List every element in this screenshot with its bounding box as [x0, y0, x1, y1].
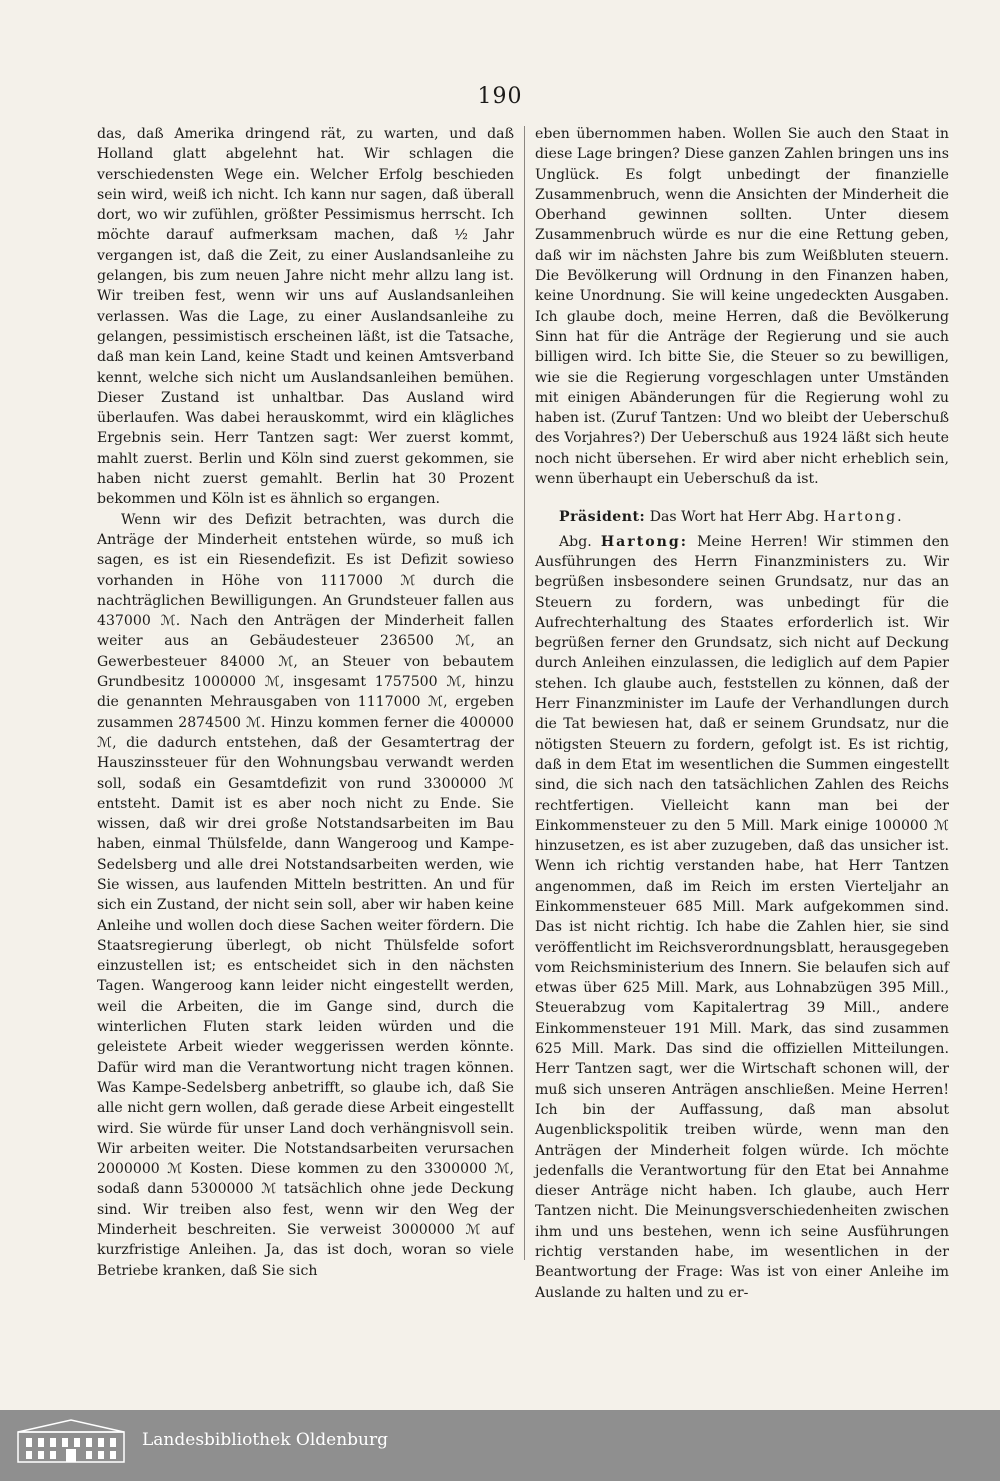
president-speaker-name: Hartong. [823, 509, 904, 526]
right-column [535, 124, 949, 1303]
speaker-prefix: Abg. [559, 533, 592, 550]
library-footer [0, 1410, 1000, 1481]
right-paragraph-1: eben übernommen haben. Wollen Sie auch den Staat in diese Lage bringen? Diese ganzen Zahlen bringen uns ins Unglück. Es folgt unbedingt der finanzielle Zusammenbruch, wenn die Ansichten der Minderheit die Oberhand gewinnen sollten. Unter diesem Zusammenbruch würde es nur die eine Rettung geben, daß wir im nächsten Jahre bis zum Weißbluten steuern. Die Bevölkerung will Ordnung in den Finanzen haben, keine Unordnung. Sie will keine ungedeckten Ausgaben. Ich glaube doch, meine Herren, daß die Bevölkerung Sinn hat für die Anträge der Regierung und sie auch billigen wird. Ich bitte Sie, die Steuer so zu bewilligen, wie sie die Regierung vorgeschlagen unter Umständen mit einigen Abänderungen für die Regierung wohl zu haben ist. (Zuruf Tantzen: Und wo bleibt der Ueberschuß des Vorjahres?) Der Ueberschuß aus 1924 läßt sich heute noch nicht übersehen. Er wird aber nicht erheblich sein, wenn überhaupt ein Ueberschuß da ist. [535, 126, 949, 488]
library-name: Landesbibliothek Oldenburg [142, 1430, 389, 1450]
left-paragraph-1: das, daß Amerika dringend rät, zu warten, und daß Holland glatt abgelehnt hat. Wir schlagen die verschiedensten Wege ein. Welcher Erfolg beschieden sein wird, weiß ich nicht. Ich kann nur sagen, daß überall dort, wo wir zufühlen, größter Pessimismus herrscht. Ich möchte darauf aufmerksam machen, daß ½ Jahr vergangen ist, daß die Zeit, zu einer Auslandsanleihe zu gelangen, bis zum neuen Jahre nicht mehr allzu lang ist. Wir treiben fest, wenn wir uns auf Auslandsanleihen verlassen. Was die Lage, zu einer Auslandsanleihe zu gelangen, pessimistisch erscheinen läßt, ist die Tatsache, daß man kein Land, keine Stadt und keinen Amtsverband kennt, welche sich nicht um Auslandsanleihen bemühen. Dieser Zustand ist unhaltbar. Das Ausland wird überlaufen. Was dabei herauskommt, wird ein klägliches Ergebnis sein. Herr Tantzen sagt: Wer zuerst kommt, mahlt zuerst. Berlin und Köln sind zuerst gekommen, sie haben nicht zuerst gemahlt. Berlin hat 30 Prozent bekommen und Köln ist es ähnlich so ergangen. [97, 126, 514, 508]
left-column [97, 124, 514, 1281]
column-divider [524, 126, 525, 1260]
president-label: Präsident: [559, 509, 646, 526]
president-statement [535, 507, 949, 527]
speech-text: Meine Herren! Wir stimmen den Ausführungen des Herrn Finanzministers zu. Wir begrüßen insbesondere seinen Grundsatz, nur das an Steuern zu fordern, was unbedingt für die Aufrechterhaltung des Staates erforderlich ist. Wir begrüßen ferner den Grundsatz, sich nicht auf Deckung durch Anleihen einzulassen, die lediglich auf dem Papier stehen. Ich glaube auch, feststellen zu können, daß der Herr Finanzminister im Laufe der Verhandlungen durch die Tat bewiesen hat, daß er seinem Grundsatz, nur die nötigsten Steuern zu fordern, gefolgt ist. Es ist richtig, daß in dem Etat im wesentlichen die Summen eingestellt sind, die sich nach den tatsächlichen Zahlen des Reichs rechtfertigen. Vielleicht kann man bei der Einkommensteuer zu den 5 Mill. Mark einige 100000 ℳ hinzusetzen, es ist aber zuzugeben, daß das unsicher ist. Wenn ich richtig verstanden habe, hat Herr Tantzen angenommen, daß im Reich im ersten Vierteljahr an Einkommensteuer 685 Mill. Mark aufgekommen sind. Das ist nicht richtig. Ich habe die Zahlen hier, sie sind veröffentlicht im Reichsverordnungsblatt, herausgegeben vom Reichsministerium des Innern. Sie belaufen sich auf etwas über 625 Mill. Mark, aus Lohnabzügen 395 Mill., Steuerabzug vom Kapitalertrag 39 Mill., andere Einkommensteuer 191 Mill. Mark, das sind zusammen 625 Mill. Mark. Das sind die offiziellen Mitteilungen. Herr Tantzen sagt, wer die Wirtschaft schonen will, der muß sich unseren Anträgen anschließen. Meine Herren! Ich bin der Auffassung, daß man absolut Augenblickspolitik treiben würde, wenn man den Anträgen der Minderheit folgen würde. Ich möchte jedenfalls die Verantwortung für den Etat bei Annahme dieser Anträge nicht haben. Ich glaube, auch Herr Tantzen nicht. Die Meinungsverschiedenheiten zwischen ihm und uns bestehen, wenn ich seine Ausführungen richtig verstanden habe, im wesentlichen in der Beantwortung der Frage: Was ist von einer Anleihe im Auslande zu halten und zu er- [535, 533, 949, 1301]
speaker-name: Hartong: [600, 533, 688, 550]
president-text: Das Wort hat Herr Abg. [649, 509, 819, 526]
library-building-icon [16, 1418, 126, 1464]
left-paragraph-2: Wenn wir des Defizit betrachten, was durch die Anträge der Minderheit entstehen würde, so muß ich sagen, es ist ein Riesendefizit. Es ist Defizit sowieso vorhanden in Höhe von 1117000 ℳ durch die nachträglichen Bewilligungen. An Grundsteuer fallen aus 437000 ℳ. Nach den Anträgen der Minderheit fallen weiter aus an Gebäudesteuer 236500 ℳ, an Gewerbesteuer 84000 ℳ, an Steuer von bebautem Grundbesitz 1000000 ℳ, insgesamt 1757500 ℳ, hinzu die genannten Mehrausgaben von 1117000 ℳ, ergeben zusammen 2874500 ℳ. Hinzu kommen ferner die 400000 ℳ, die dadurch entstehen, daß der Gesamtertrag der Hauszinssteuer für den Wohnungsbau verwandt werden soll, sodaß ein Gesamtdefizit von rund 3300000 ℳ entsteht. Damit ist es aber noch nicht zu Ende. Sie wissen, daß wir drei große Notstandsarbeiten im Bau haben, einmal Thülsfelde, dann Wangeroog und Kampe-Sedelsberg und alle drei Notstandsarbeiten werden, wie Sie wissen, aus laufenden Mitteln bestritten. An und für sich ein Zustand, der nicht sein soll, aber wir haben keine Anleihe und wollen doch diese Sachen weiter fördern. Die Staatsregierung überlegt, ob nicht Thülsfelde sofort einzustellen ist; es entscheidet sich in den nächsten Tagen. Wangeroog kann leider nicht eingestellt werden, weil die Arbeiten, die im Gange sind, durch die winterlichen Fluten stark leiden würden und die geleistete Arbeit wieder weggerissen werden könnte. Dafür wird man die Verantwortung nicht tragen können. Was Kampe-Sedelsberg anbetrifft, so glaube ich, daß Sie alle nicht gern wollen, daß gerade diese Arbeit eingestellt wird. Sie würde für unser Land doch verhängnisvoll sein. Wir arbeiten weiter. Die Notstandsarbeiten verursachen 2000000 ℳ Kosten. Diese kommen zu den 3300000 ℳ, sodaß dann 5300000 ℳ tatsächlich ohne jede Deckung sind. Wir treiben also fest, wenn wir den Weg der Minderheit beschreiten. Sie verweist 3000000 ℳ auf kurzfristige Anleihen. Ja, das ist doch, woran so viele Betriebe kranken, daß Sie sich [97, 511, 514, 1279]
page-number: 190 [477, 84, 523, 109]
speech-hartong [535, 532, 949, 1303]
